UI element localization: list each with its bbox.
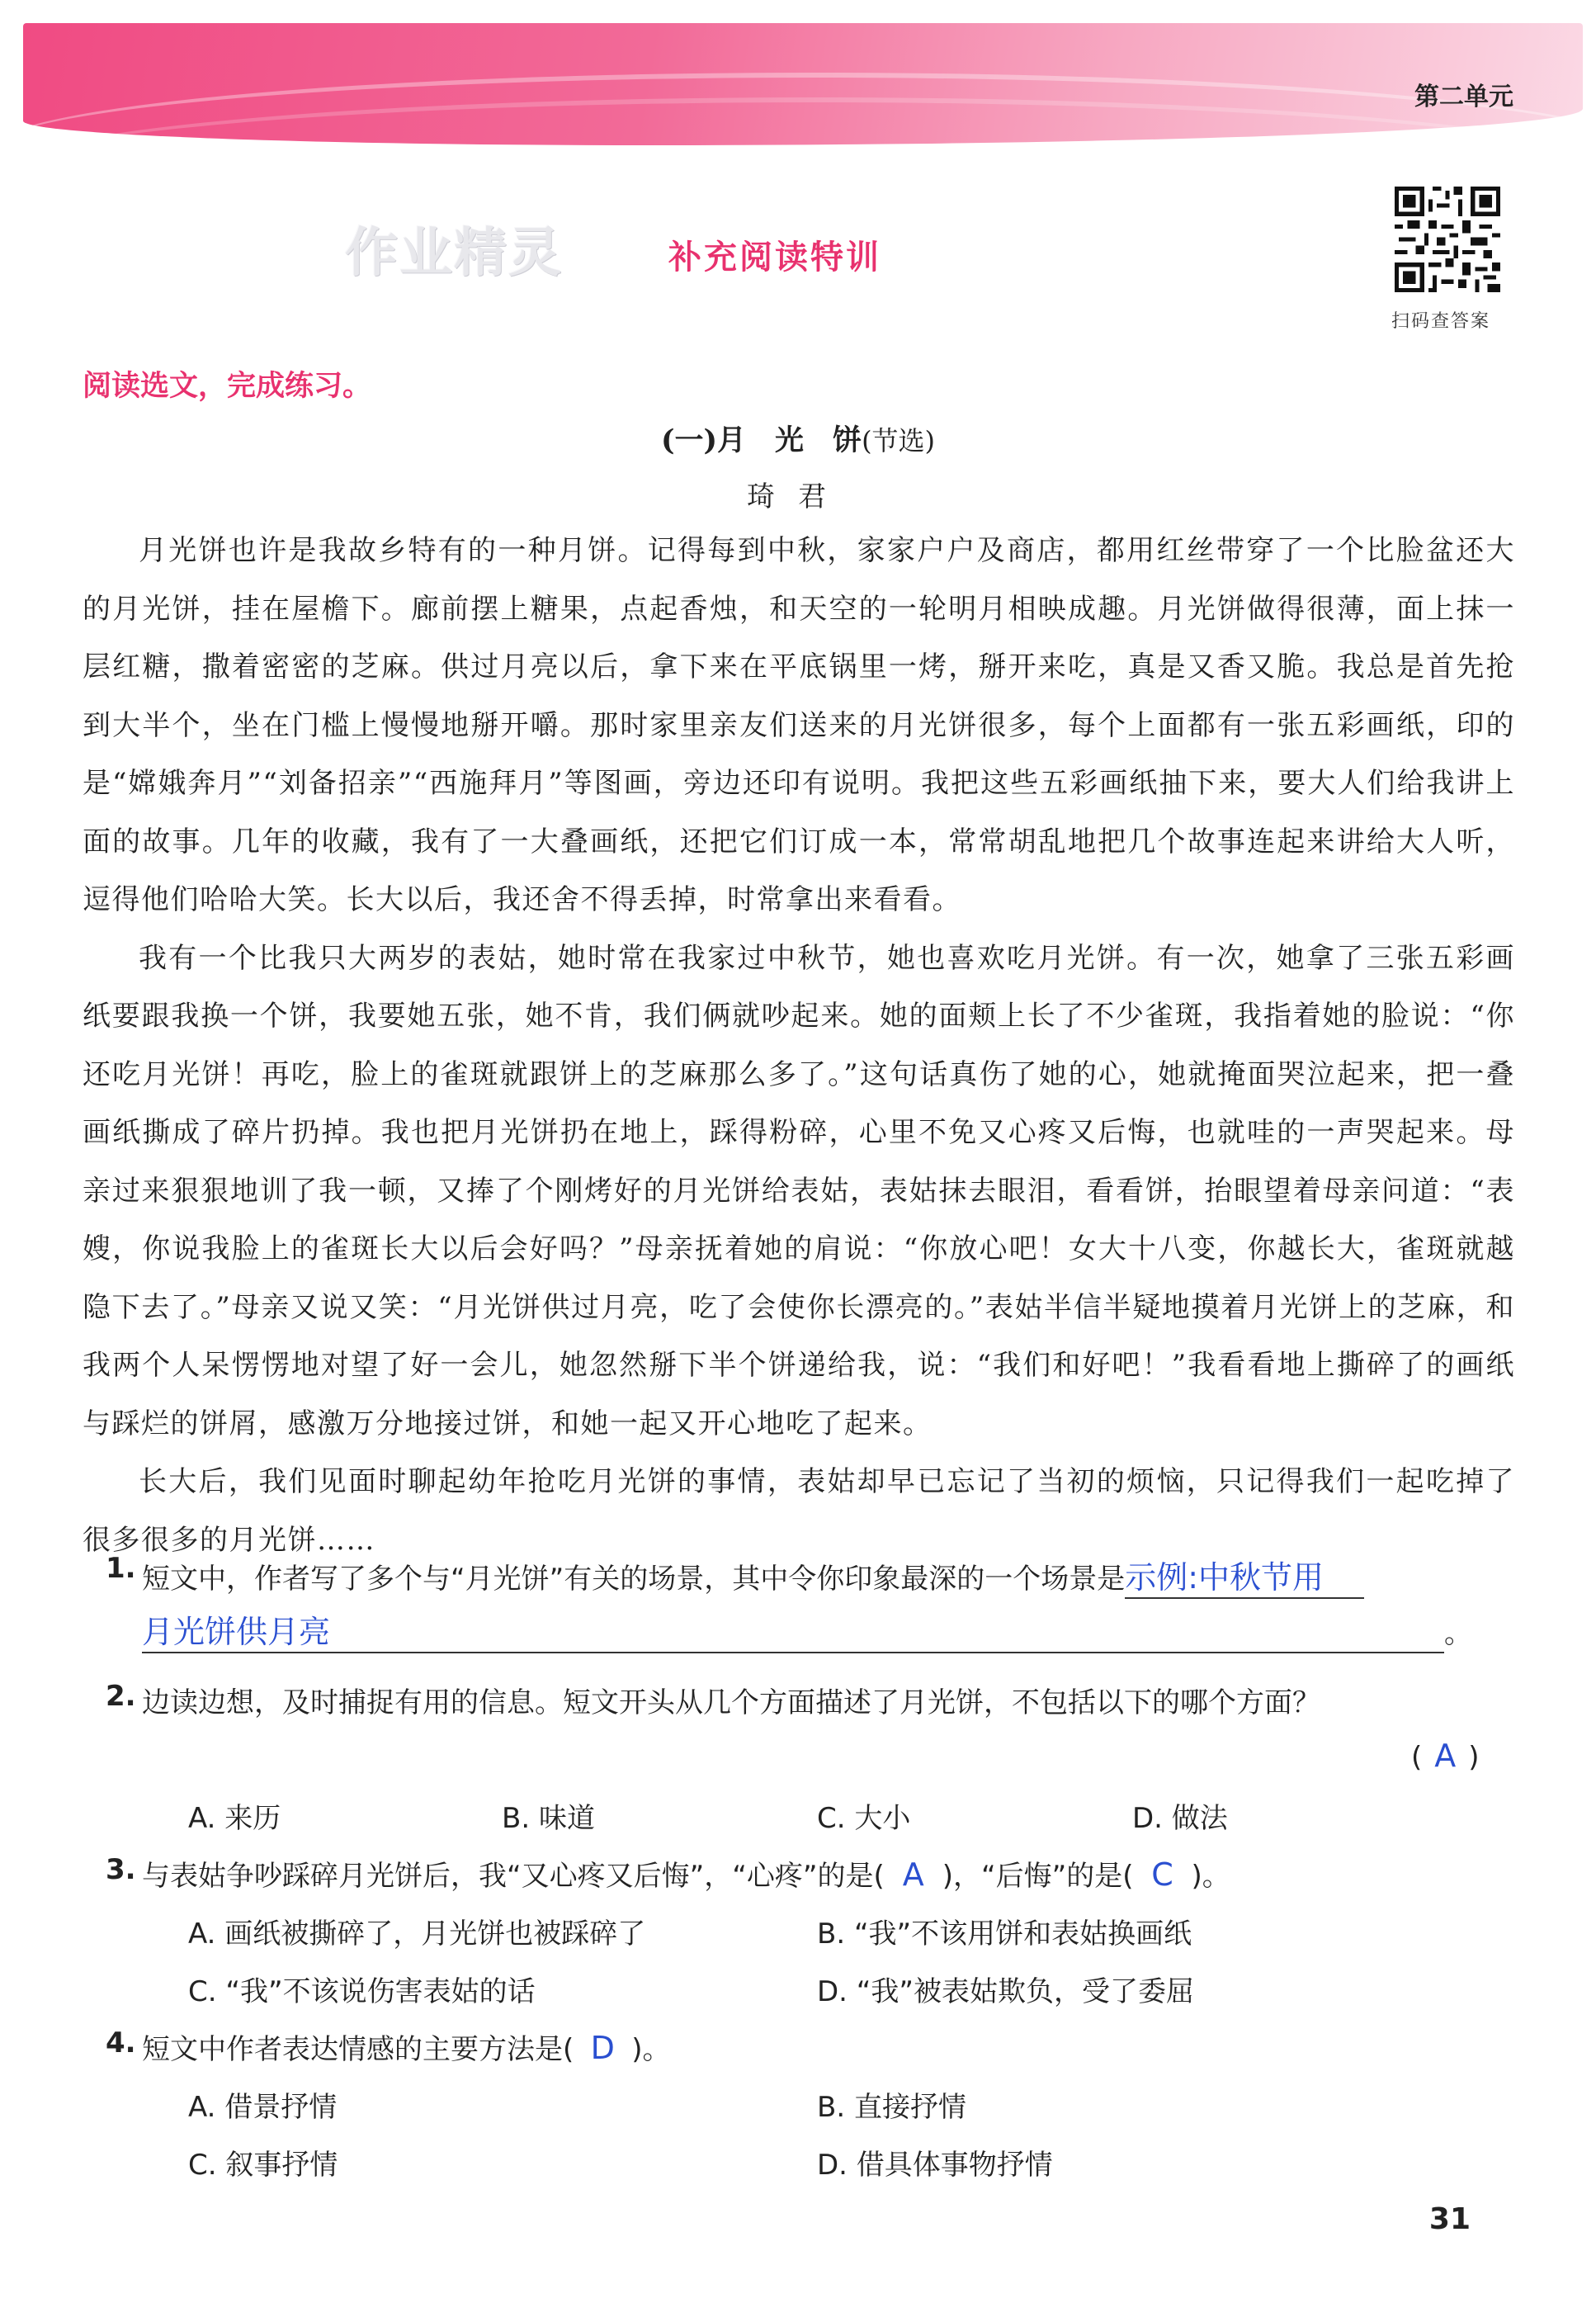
question-number: 1. [106,1552,136,1585]
answer-blank[interactable] [1125,1552,1364,1599]
article-title [0,418,1596,459]
qr-code-icon[interactable] [1395,187,1500,292]
question-number: 3. [106,1853,136,1886]
answer-text: A [1434,1738,1457,1774]
question-text: 短文中作者表达情感的主要方法是( [142,2033,574,2066]
question-text: )。 [1191,1860,1230,1893]
question-text: 与表姑争吵踩碎月光饼后，我“又心疼又后悔”，“心疼”的是( [142,1860,885,1893]
watermark-logo: 作业精灵 [345,223,563,284]
option[interactable]: B. 直接抒情 [817,2091,966,2124]
article-author: 琦君 [747,480,849,513]
bracket-close: ) [1468,1741,1480,1774]
unit-label: 第二单元 [1414,83,1513,111]
option[interactable]: B. 味道 [502,1802,595,1835]
answer-text[interactable]: D [590,2030,615,2066]
question-1-line2 [142,1606,1528,1653]
qr-caption: 扫码查答案 [1391,311,1491,332]
option[interactable]: A. 借景抒情 [188,2091,338,2124]
article-title-text: (一)月 光 饼 [660,423,862,457]
instruction: 阅读选文，完成练习。 [83,370,372,403]
question-2 [106,1680,1528,1720]
bracket-open: ( [1411,1741,1423,1774]
option[interactable]: C. “我”不该说伤害表姑的话 [188,1975,536,2008]
option[interactable]: C. 叙事抒情 [188,2149,338,2182]
question-number: 4. [106,2026,136,2059]
article-title-note: (节选) [862,425,936,456]
answer-text: 月光饼供月亮 [142,1614,331,1650]
option[interactable]: C. 大小 [817,1802,911,1835]
question-1 [106,1552,1528,1599]
option[interactable]: D. 做法 [1132,1802,1228,1835]
question-text: )。 [631,2033,671,2066]
paragraph: 月光饼也许是我故乡特有的一种月饼。记得每到中秋，家家户户及商店，都用红丝带穿了一个比脸盆还大的月光饼，挂在屋檐下。廊前摆上糖果，点起香烛，和天空的一轮明月相映成趣。月光饼做得很薄，面上抹一层红糖，撒着密密的芝麻。供过月亮以后，拿下来在平底锅里一烤，掰开来吃，真是又香又脆。我总是首先抢到大半个，坐在门槛上慢慢地掰开嚼。那时家里亲友们送来的月光饼很多，每个上面都有一张五彩画纸，印的是“嫦娥奔月”“刘备招亲”“西施拜月”等图画，旁边还印有说明。我把这些五彩画纸抽下来，要大人们给我讲上面的故事。几年的收藏，我有了一大叠画纸，还把它们订成一本，常常胡乱地把几个故事连起来讲给大人听，逗得他们哈哈大笑。长大以后，我还舍不得丢掉，时常拿出来看看。 [83,534,1515,916]
question-text: 短文中，作者写了多个与“月光饼”有关的场景，其中令你印象最深的一个场景是 [142,1563,1126,1596]
answer-bracket[interactable] [1411,1738,1510,1774]
article-body [83,522,1515,1569]
option[interactable]: D. 借具体事物抒情 [817,2149,1053,2182]
answer-text: 示例:中秋节用 [1125,1559,1324,1596]
answer-text[interactable]: C [1151,1856,1173,1893]
header-banner [23,23,1583,145]
option[interactable]: A. 来历 [188,1802,281,1835]
answer-text[interactable]: A [902,1856,924,1893]
option[interactable]: B. “我”不该用饼和表姑换画纸 [817,1918,1192,1951]
question-3 [106,1853,1528,1894]
paragraph: 我有一个比我只大两岁的表姑，她时常在我家过中秋节，她也喜欢吃月光饼。有一次，她拿了三张五彩画纸要跟我换一个饼，我要她五张，她不肯，我们俩就吵起来。她的面颊上长了不少雀斑，我指着她的脸说：“你还吃月光饼！再吃，脸上的雀斑就跟饼上的芝麻那么多了。”这句话真伤了她的心，她就掩面哭泣起来，把一叠画纸撕成了碎片扔掉。我也把月光饼扔在地上，踩得粉碎，心里不免又心疼又后悔，也就哇的一声哭起来。母亲过来狠狠地训了我一顿，又捧了个刚烤好的月光饼给表姑，表姑抹去眼泪，看看饼，抬眼望着母亲问道：“表嫂，你说我脸上的雀斑长大以后会好吗？”母亲抚着她的肩说：“你放心吧！女大十八变，你越长大，雀斑就越隐下去了。”母亲又说又笑：“月光饼供过月亮，吃了会使你长漂亮的。”表姑半信半疑地摸着月光饼上的芝麻，和我两个人呆愣愣地对望了好一会儿，她忽然掰下半个饼递给我，说：“我们和好吧！”我看看地上撕碎了的画纸与踩烂的饼屑，感激万分地接过饼，和她一起又开心地吃了起来。 [83,941,1515,1440]
section-title: 补充阅读特训 [668,239,881,277]
option[interactable]: A. 画纸被撕碎了，月光饼也被踩碎了 [188,1918,646,1951]
paragraph: 长大后，我们见面时聊起幼年抢吃月光饼的事情，表姑却早已忘记了当初的烦恼，只记得我们一起吃掉了很多很多的月光饼…… [83,1465,1515,1557]
question-number: 2. [106,1680,136,1713]
question-4 [106,2026,1528,2067]
question-end: 。 [1444,1617,1472,1650]
question-text: )，“后悔”的是( [942,1860,1134,1893]
option[interactable]: D. “我”被表姑欺负，受了委屈 [817,1975,1195,2008]
page-number: 31 [1428,2202,1471,2236]
question-text: 边读边想，及时捕捉有用的信息。短文开头从几个方面描述了月光饼，不包括以下的哪个方面？ [142,1686,1320,1719]
answer-blank[interactable] [142,1606,1444,1653]
